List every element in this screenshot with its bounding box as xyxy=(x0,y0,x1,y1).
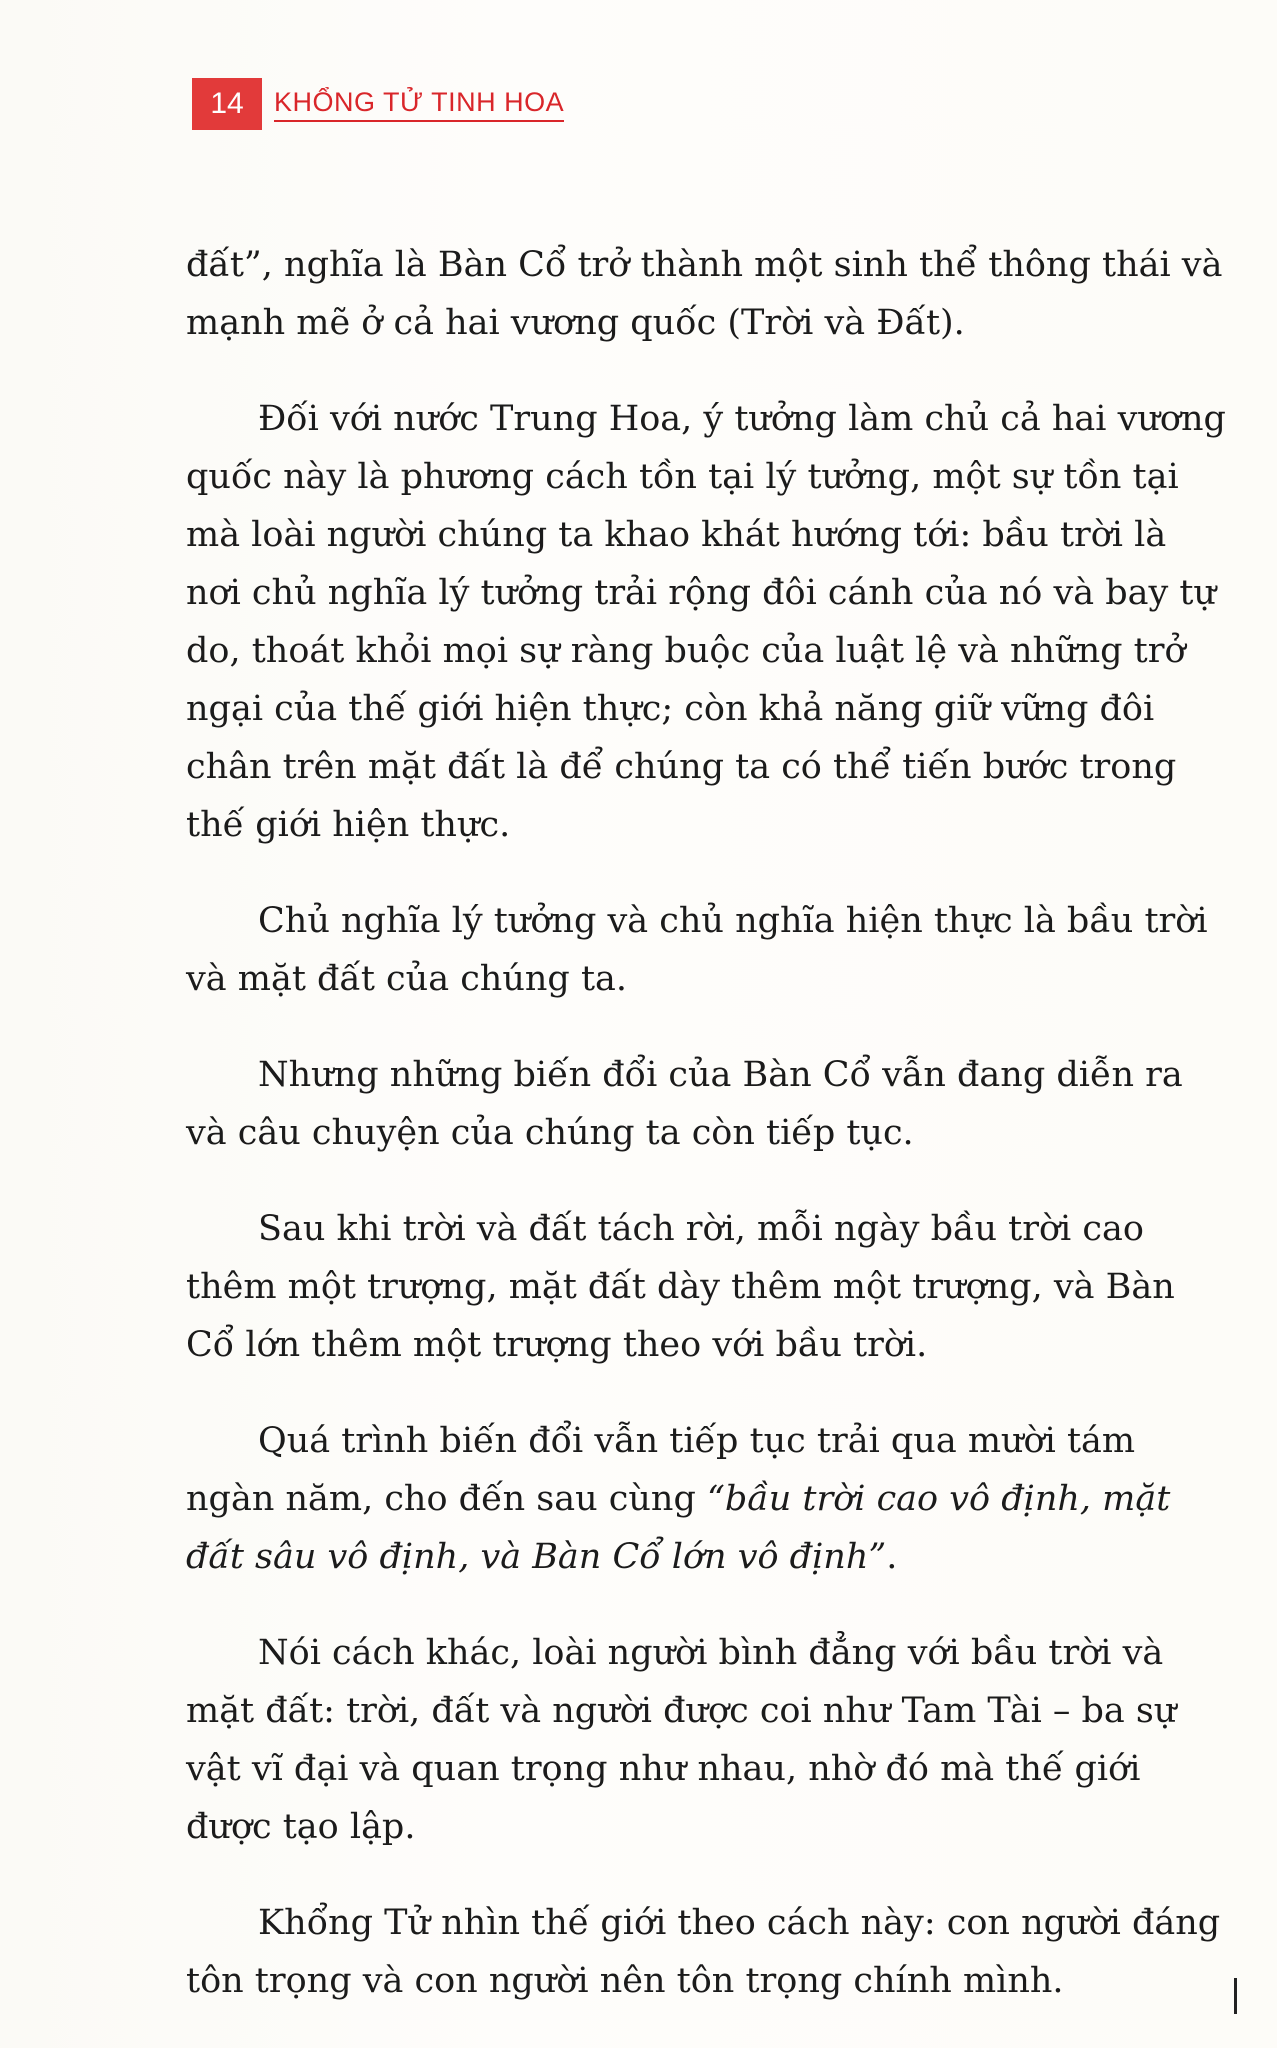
paragraph-text: . xyxy=(886,1537,898,1577)
paragraph-with-quote xyxy=(186,1412,1226,1586)
paragraph-text: Quá trình biến đổi vẫn tiếp tục trải qua mười tám ngàn năm, cho đến sau cùng xyxy=(186,1421,1136,1519)
page-number: 14 xyxy=(192,78,262,130)
running-header xyxy=(192,78,564,130)
paragraph: Nhưng những biến đổi của Bàn Cổ vẫn đang diễn ra và câu chuyện của chúng ta còn tiếp tục. xyxy=(186,1055,1183,1153)
paragraph: Đối với nước Trung Hoa, ý tưởng làm chủ cả hai vương quốc này là phương cách tồn tại lý tưởng, một sự tồn tại mà loài người chúng ta khao khát hướng tới: bầu trời là nơi chủ nghĩa lý tưởng trải rộng đôi cánh của nó và bay tự do, thoát khỏi mọi sự ràng buộc của luật lệ và những trở ngại của thế giới hiện thực; còn khả năng giữ vững đôi chân trên mặt đất là để chúng ta có thể tiến bước trong thế giới hiện thực. xyxy=(186,399,1226,845)
paragraph: Sau khi trời và đất tách rời, mỗi ngày bầu trời cao thêm một trượng, mặt đất dày thêm một trượng, và Bàn Cổ lớn thêm một trượng theo với bầu trời. xyxy=(186,1209,1175,1365)
paragraph: Chủ nghĩa lý tưởng và chủ nghĩa hiện thực là bầu trời và mặt đất của chúng ta. xyxy=(186,901,1208,999)
book-title: KHỔNG TỬ TINH HOA xyxy=(274,87,564,122)
paragraph: Nói cách khác, loài người bình đẳng với bầu trời và mặt đất: trời, đất và người được coi như Tam Tài – ba sự vật vĩ đại và quan trọng như nhau, nhờ đó mà thế giới được tạo lập. xyxy=(186,1633,1177,1847)
paragraph-continuation: đất”, nghĩa là Bàn Cổ trở thành một sinh thể thông thái và mạnh mẽ ở cả hai vương quốc (Trời và Đất). xyxy=(186,245,1223,343)
paragraph: Khổng Tử nhìn thế giới theo cách này: con người đáng tôn trọng và con người nên tôn trọng chính mình. xyxy=(186,1903,1221,2001)
body-text xyxy=(186,236,1226,2048)
italic-quote: “bầu trời cao vô định, mặt đất sâu vô định, và Bàn Cổ lớn vô định” xyxy=(186,1479,1171,1577)
page-edge-mark xyxy=(1234,1978,1237,2014)
